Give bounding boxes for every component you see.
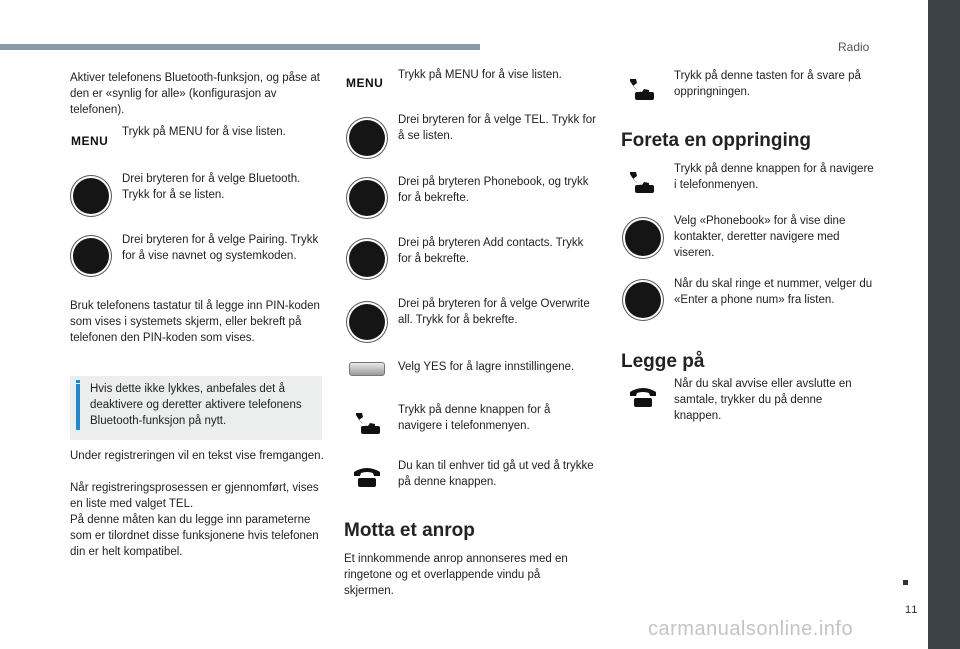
- step-text: Drei på bryteren for å velge Overwrite all. Trykk for å bekrefte.: [398, 298, 590, 326]
- step-text: Trykk på denne knappen for å navigere i telefonmenyen.: [674, 163, 874, 191]
- body-paragraph: Under registreringen vil en tekst vise fremgangen.: [70, 450, 324, 462]
- rotary-knob-icon: [73, 178, 109, 214]
- step-text: Drei bryteren for å velge Pairing. Trykk for å vise navnet og systemkoden.: [122, 234, 319, 262]
- heading-hang-up: Legge på: [621, 351, 705, 372]
- step-text: Velg YES for å lagre innstillingene.: [398, 361, 575, 373]
- phone-hangup-icon: [628, 384, 658, 408]
- step-text: Når du skal avvise eller avslutte en samtale, trykker du på denne knappen.: [674, 378, 852, 422]
- step-text: Du kan til enhver tid gå ut ved å trykke på denne knappen.: [398, 460, 594, 488]
- page-number: 11: [905, 604, 919, 616]
- info-icon-bar: [76, 384, 80, 430]
- watermark: carmanualsonline.info: [648, 618, 854, 640]
- side-edge-bar: [928, 0, 960, 649]
- rotary-knob-icon: [625, 282, 661, 318]
- menu-button-icon: MENU: [346, 76, 384, 90]
- step-text: Drei bryteren for å velge TEL. Trykk for å se listen.: [398, 114, 596, 142]
- intro-text: Aktiver telefonens Bluetooth-funksjon, og påse at den er «synlig for alle» (konfigurasjon av telefonen).: [70, 72, 320, 116]
- phone-answer-icon: [352, 411, 382, 435]
- info-icon: [76, 380, 80, 383]
- yes-button-icon: [349, 362, 385, 376]
- step-text: Når du skal ringe et nummer, velger du «Enter a phone num» fra listen.: [674, 278, 873, 306]
- heading-make-call: Foreta en oppringing: [621, 130, 811, 151]
- step-text: Trykk på denne tasten for å svare på oppringningen.: [674, 70, 861, 98]
- header-bar: [0, 44, 480, 50]
- body-paragraph: På denne måten kan du legge inn parameterne som er tilordnet disse funksjonene hvis telefonen din er helt kompatibel.: [70, 514, 319, 558]
- rotary-knob-icon: [349, 241, 385, 277]
- step-text: Drei på bryteren Phonebook, og trykk for å bekrefte.: [398, 176, 589, 204]
- phone-answer-icon: [626, 170, 656, 194]
- end-marker: [903, 580, 908, 585]
- step-text: Drei bryteren for å velge Bluetooth. Trykk for å se listen.: [122, 173, 301, 201]
- phone-hangup-icon: [352, 464, 382, 488]
- section-label: Radio: [838, 40, 870, 54]
- info-text: Hvis dette ikke lykkes, anbefales det å deaktivere og deretter aktivere telefonens Bluetooth-funksjon på nytt.: [90, 383, 302, 427]
- rotary-knob-icon: [349, 304, 385, 340]
- rotary-knob-icon: [349, 180, 385, 216]
- phone-answer-icon: [626, 77, 656, 101]
- body-paragraph: Bruk telefonens tastatur til å legge inn PIN-koden som vises i systemets skjerm, eller bekreft på telefonen den PIN-koden som vises.: [70, 300, 320, 344]
- step-text: Trykk på MENU for å vise listen.: [122, 126, 286, 138]
- step-text: Trykk på denne knappen for å navigere i telefonmenyen.: [398, 404, 551, 432]
- rotary-knob-icon: [349, 120, 385, 156]
- rotary-knob-icon: [73, 238, 109, 274]
- step-text: Drei på bryteren Add contacts. Trykk for å bekrefte.: [398, 237, 584, 265]
- body-paragraph: Når registreringsprosessen er gjennomført, vises en liste med valget TEL.: [70, 482, 319, 510]
- rotary-knob-icon: [625, 220, 661, 256]
- menu-button-icon: MENU: [71, 134, 109, 148]
- step-text: Trykk på MENU for å vise listen.: [398, 69, 562, 81]
- step-text: Velg «Phonebook» for å vise dine kontakter, deretter navigere med viseren.: [674, 215, 846, 259]
- body-paragraph: Et innkommende anrop annonseres med en ringetone og et overlappende vindu på skjermen.: [344, 553, 568, 597]
- heading-receive-call: Motta et anrop: [344, 520, 475, 541]
